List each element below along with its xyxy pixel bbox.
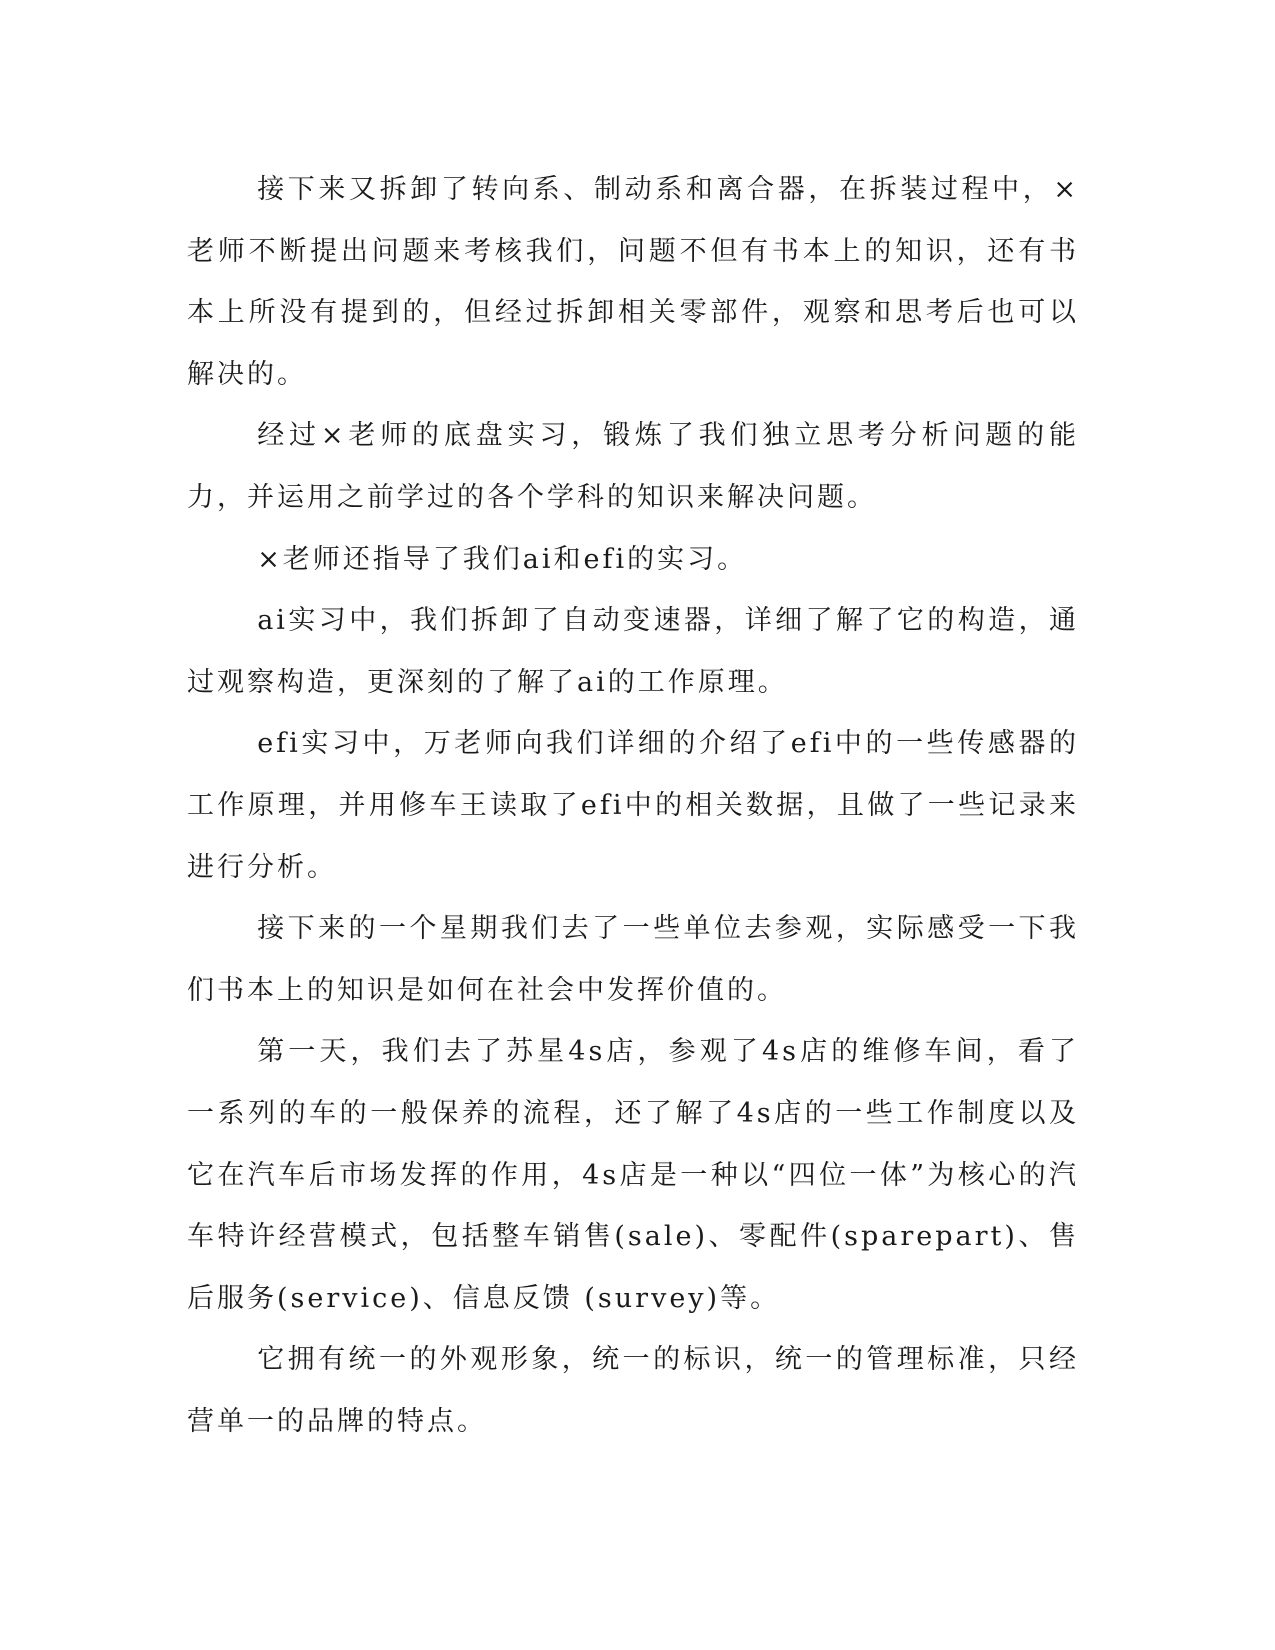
paragraph-4s-features: 它拥有统一的外观形象，统一的标识，统一的管理标准，只经营单一的品牌的特点。 bbox=[187, 1344, 1079, 1437]
paragraph-chassis-practice: 经过×老师的底盘实习，锻炼了我们独立思考分析问题的能力，并运用之前学过的各个学科的知识来解决问题。 bbox=[187, 420, 1079, 513]
paragraph-ai-efi-intro: ×老师还指导了我们ai和efi的实习。 bbox=[257, 543, 748, 575]
paragraph-ai-practice: ai实习中，我们拆卸了自动变速器，详细了解了它的构造，通过观察构造，更深刻的了解了ai的工作原理。 bbox=[187, 605, 1079, 698]
document-body bbox=[187, 159, 1079, 1452]
paragraph-site-visits: 接下来的一个星期我们去了一些单位去参观，实际感受一下我们书本上的知识是如何在社会中发挥价值的。 bbox=[187, 913, 1079, 1006]
paragraph-disassembly: 接下来又拆卸了转向系、制动系和离合器，在拆装过程中，×老师不断提出问题来考核我们，问题不但有书本上的知识，还有书本上所没有提到的，但经过拆卸相关零部件，观察和思考后也可以解决的。 bbox=[187, 174, 1079, 390]
paragraph-4s-store: 第一天，我们去了苏星4s店，参观了4s店的维修车间，看了一系列的车的一般保养的流程，还了解了4s店的一些工作制度以及它在汽车后市场发挥的作用，4s店是一种以“四位一体”为核心的汽车特许经营模式，包括整车销售(sale)、零配件(sparepart)、售后服务(service)、信息反馈 (survey)等。 bbox=[187, 1036, 1079, 1314]
paragraph-efi-practice: efi实习中，万老师向我们详细的介绍了efi中的一些传感器的工作原理，并用修车王读取了efi中的相关数据，且做了一些记录来进行分析。 bbox=[187, 728, 1079, 883]
